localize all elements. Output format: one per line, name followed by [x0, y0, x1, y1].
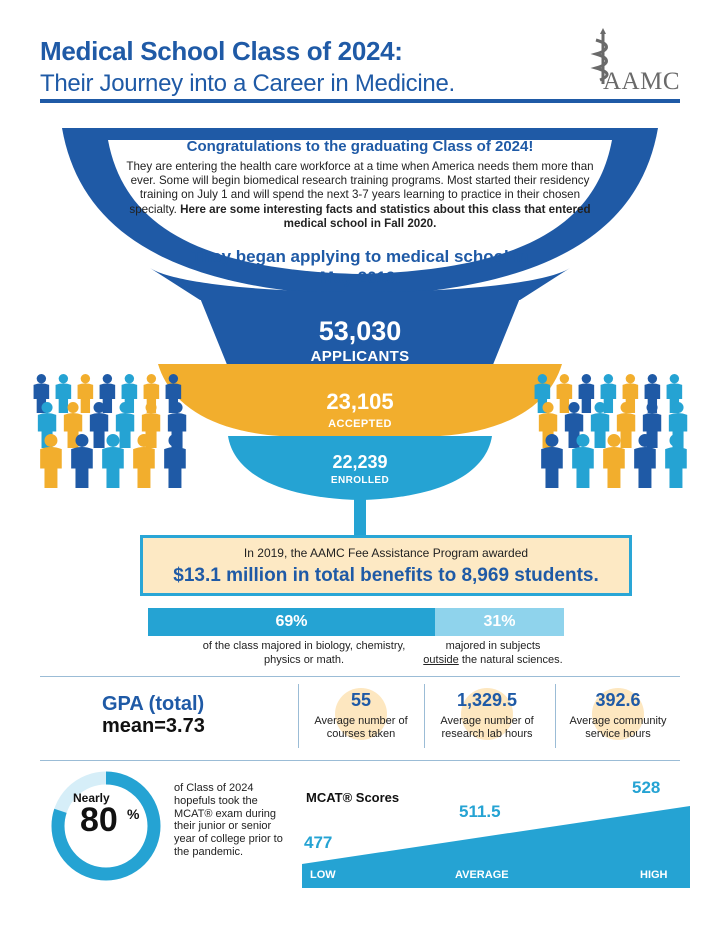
research-value: 1,329.5	[456, 690, 518, 710]
accepted-label: ACCEPTED	[328, 418, 392, 430]
courses-value: 55	[350, 690, 372, 710]
other-majors-text2: the natural sciences.	[461, 653, 563, 666]
applicants-value: 53,030	[318, 316, 402, 346]
mcat-high-label: HIGH	[640, 869, 668, 881]
courses-stat	[298, 688, 424, 741]
page-title-line1: Medical School Class of 2024:	[40, 36, 403, 66]
divider	[40, 676, 680, 677]
percent-value: 80	[80, 801, 118, 839]
courses-label: Average number of courses taken	[314, 715, 408, 740]
fee-assistance-box	[140, 535, 632, 596]
mcat-average-label: AVERAGE	[455, 869, 509, 881]
other-majors-text1: majored in subjects	[445, 640, 541, 652]
other-majors-label	[398, 640, 588, 667]
gpa-value: mean=3.73	[102, 715, 205, 737]
service-value: 392.6	[595, 690, 641, 710]
nearly-label: Nearly	[73, 791, 110, 805]
other-majors-bar: 31%	[435, 608, 564, 636]
mcat-low-label: LOW	[310, 869, 336, 881]
divider	[40, 760, 680, 761]
intro-body-bold: Here are some interesting facts and statistics about this class that entered medical school in Fall 2020.	[180, 202, 591, 230]
other-majors-underlined: outside	[423, 653, 459, 666]
person-icon	[579, 374, 595, 413]
enrolled-label: ENROLLED	[330, 475, 390, 486]
enrolled-value: 22,239	[332, 452, 388, 472]
page-title-line2: Their Journey into a Career in Medicine.	[40, 70, 455, 97]
people-crowd-icon	[22, 364, 197, 492]
research-label: Average number of research lab hours	[440, 715, 534, 740]
service-label: Average community service hours	[569, 715, 667, 740]
intro-paragraph	[115, 160, 605, 231]
congrats-heading: Congratulations to the graduating Class of 2024!	[186, 138, 534, 155]
fee-assistance-line1: In 2019, the AAMC Fee Assistance Program awarded	[243, 546, 529, 560]
person-icon	[78, 374, 94, 413]
mcat-average-value: 511.5	[459, 802, 501, 821]
gpa-title: GPA (total)	[102, 693, 205, 715]
mcat-scores-title: MCAT® Scores	[306, 790, 400, 805]
service-stat	[555, 688, 681, 741]
began-applying-heading: They began applying to medical school in May 2019.	[191, 247, 529, 287]
people-crowd-icon	[523, 364, 698, 492]
science-majors-label: of the class majored in biology, chemistry, physics or math.	[202, 640, 406, 666]
mcat-timing-note: of Class of 2024 hopefuls took the MCAT® exam during their junior or senior year of college prior to the pandemic.	[174, 782, 283, 858]
percent-sign: %	[127, 806, 140, 822]
science-majors-bar: 69%	[148, 608, 435, 636]
research-stat	[424, 688, 550, 741]
intro-body: They are entering the health care workforce at a time when America needs them more than ever. Some will begin biomedical research training programs. Most started their residency training on July 1 and will spend the next 3-7 years learning to practice in their chosen specialty.	[126, 160, 594, 216]
applicants-label: APPLICANTS	[310, 348, 410, 365]
funnel-stem	[354, 498, 366, 538]
logo-text: AAMC	[602, 68, 680, 95]
mcat-high-value: 528	[632, 778, 661, 797]
mcat-low-value: 477	[304, 833, 333, 852]
fee-assistance-line2: $13.1 million in total benefits to 8,969 students.	[173, 565, 599, 586]
accepted-value: 23,105	[326, 389, 394, 414]
